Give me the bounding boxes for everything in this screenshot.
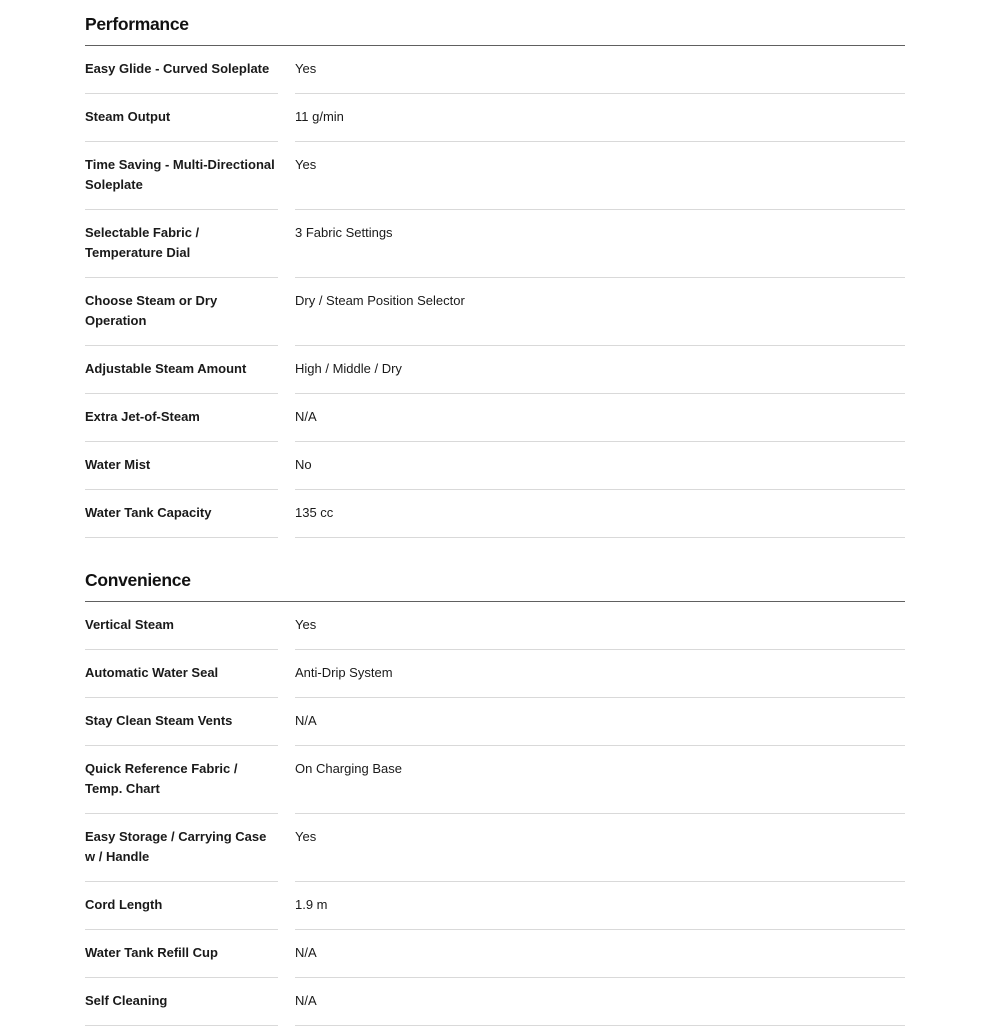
spec-label: Self Cleaning	[85, 978, 278, 1026]
spec-label: Extra Jet-of-Steam	[85, 394, 278, 442]
section-title: Convenience	[85, 570, 191, 590]
spec-value: N/A	[295, 978, 905, 1026]
spec-label: Easy Glide - Curved Soleplate	[85, 46, 278, 94]
section-title: Performance	[85, 14, 189, 34]
spec-value: N/A	[295, 698, 905, 746]
spec-row	[85, 746, 905, 814]
spec-value: 135 cc	[295, 490, 905, 538]
spec-row	[85, 602, 905, 650]
spec-label: Steam Output	[85, 94, 278, 142]
spec-label: Cord Length	[85, 882, 278, 930]
spec-value: Yes	[295, 814, 905, 882]
spec-row	[85, 210, 905, 278]
spec-row	[85, 930, 905, 978]
spec-row	[85, 394, 905, 442]
spec-row	[85, 142, 905, 210]
spec-label: Choose Steam or Dry Operation	[85, 278, 278, 346]
spec-value: N/A	[295, 394, 905, 442]
spec-value: Anti-Drip System	[295, 650, 905, 698]
spec-row	[85, 94, 905, 142]
spec-value: 1.9 m	[295, 882, 905, 930]
spec-label: Quick Reference Fabric / Temp. Chart	[85, 746, 278, 814]
spec-value: Yes	[295, 142, 905, 210]
spec-value: Yes	[295, 602, 905, 650]
spec-row	[85, 698, 905, 746]
spec-section	[85, 13, 905, 538]
spec-value: On Charging Base	[295, 746, 905, 814]
spec-label: Water Tank Refill Cup	[85, 930, 278, 978]
spec-row	[85, 278, 905, 346]
spec-value: 11 g/min	[295, 94, 905, 142]
spec-row	[85, 442, 905, 490]
spec-label: Time Saving - Multi-Directional Soleplate	[85, 142, 278, 210]
spec-label: Easy Storage / Carrying Case w / Handle	[85, 814, 278, 882]
spec-label: Vertical Steam	[85, 602, 278, 650]
spec-row	[85, 650, 905, 698]
spec-label: Selectable Fabric / Temperature Dial	[85, 210, 278, 278]
spec-value: High / Middle / Dry	[295, 346, 905, 394]
spec-label: Automatic Water Seal	[85, 650, 278, 698]
spec-label: Adjustable Steam Amount	[85, 346, 278, 394]
spec-value: 3 Fabric Settings	[295, 210, 905, 278]
spec-row	[85, 814, 905, 882]
spec-value: N/A	[295, 930, 905, 978]
spec-row	[85, 490, 905, 538]
spec-label: Water Mist	[85, 442, 278, 490]
spec-value: Dry / Steam Position Selector	[295, 278, 905, 346]
spec-row	[85, 882, 905, 930]
spec-row	[85, 46, 905, 94]
spec-value: No	[295, 442, 905, 490]
spec-row	[85, 346, 905, 394]
spec-section	[85, 569, 905, 1026]
spec-value: Yes	[295, 46, 905, 94]
spec-label: Water Tank Capacity	[85, 490, 278, 538]
spec-label: Stay Clean Steam Vents	[85, 698, 278, 746]
spec-row	[85, 978, 905, 1026]
